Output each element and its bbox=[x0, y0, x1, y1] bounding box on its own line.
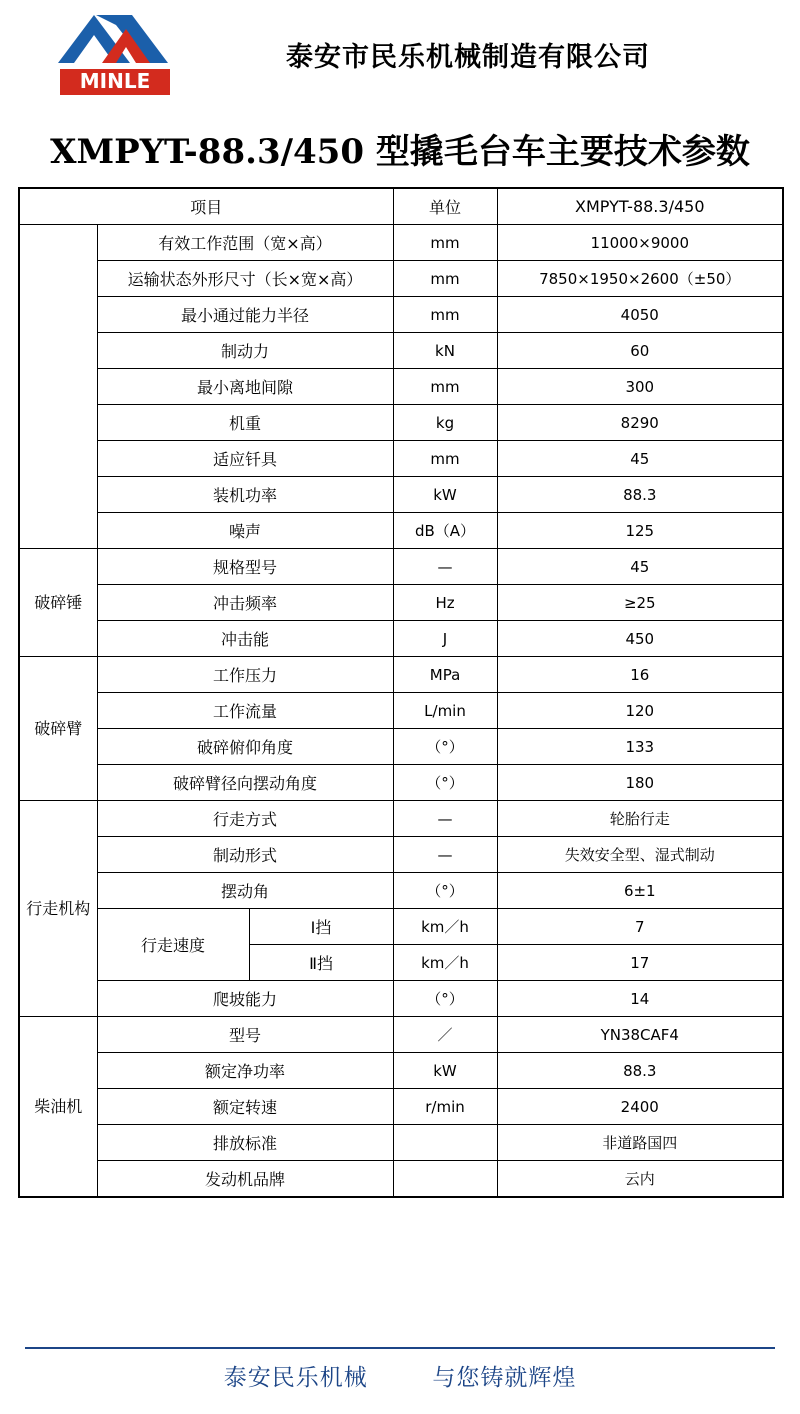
row-value: 轮胎行走 bbox=[497, 801, 783, 837]
table-row bbox=[19, 333, 783, 369]
table-row bbox=[19, 585, 783, 621]
table-row bbox=[19, 1125, 783, 1161]
group-label-hammer: 破碎锤 bbox=[19, 549, 97, 657]
footer-left-text: 泰安民乐机械 bbox=[223, 1365, 368, 1391]
col-header-unit: 单位 bbox=[393, 188, 497, 225]
row-unit: kN bbox=[393, 333, 497, 369]
row-value: 6±1 bbox=[497, 873, 783, 909]
table-row bbox=[19, 369, 783, 405]
row-value: 120 bbox=[497, 693, 783, 729]
row-item: 型号 bbox=[97, 1017, 393, 1053]
row-unit: — bbox=[393, 549, 497, 585]
row-value: YN38CAF4 bbox=[497, 1017, 783, 1053]
row-item: 噪声 bbox=[97, 513, 393, 549]
row-item: 爬坡能力 bbox=[97, 981, 393, 1017]
row-value: 失效安全型、湿式制动 bbox=[497, 837, 783, 873]
table-row bbox=[19, 981, 783, 1017]
row-unit: kW bbox=[393, 1053, 497, 1089]
footer-divider bbox=[25, 1347, 775, 1349]
row-unit: r/min bbox=[393, 1089, 497, 1125]
row-item: 破碎臂径向摆动角度 bbox=[97, 765, 393, 801]
row-item: 机重 bbox=[97, 405, 393, 441]
row-value: 17 bbox=[497, 945, 783, 981]
row-item: 发动机品牌 bbox=[97, 1161, 393, 1198]
table-row bbox=[19, 621, 783, 657]
row-unit: （°） bbox=[393, 873, 497, 909]
row-item: 冲击频率 bbox=[97, 585, 393, 621]
table-row bbox=[19, 657, 783, 693]
row-value: 88.3 bbox=[497, 477, 783, 513]
row-value: 7850×1950×2600（±50） bbox=[497, 261, 783, 297]
page-footer bbox=[0, 1347, 800, 1392]
row-value: ≥25 bbox=[497, 585, 783, 621]
row-value: 45 bbox=[497, 549, 783, 585]
table-row bbox=[19, 1053, 783, 1089]
row-value: 11000×9000 bbox=[497, 225, 783, 261]
table-row bbox=[19, 693, 783, 729]
row-unit: mm bbox=[393, 225, 497, 261]
row-item: 工作流量 bbox=[97, 693, 393, 729]
row-item-travel-speed: 行走速度 bbox=[97, 909, 249, 981]
row-unit bbox=[393, 1125, 497, 1161]
row-item: 制动力 bbox=[97, 333, 393, 369]
company-logo bbox=[50, 11, 180, 97]
row-value: 133 bbox=[497, 729, 783, 765]
row-unit: mm bbox=[393, 261, 497, 297]
spec-table-wrap bbox=[0, 187, 800, 1198]
row-unit: （°） bbox=[393, 765, 497, 801]
row-value: 14 bbox=[497, 981, 783, 1017]
table-row bbox=[19, 837, 783, 873]
company-name: 泰安市民乐机械制造有限公司 bbox=[286, 41, 650, 73]
row-unit: （°） bbox=[393, 729, 497, 765]
row-unit: dB（A） bbox=[393, 513, 497, 549]
row-value: 8290 bbox=[497, 405, 783, 441]
table-row bbox=[19, 405, 783, 441]
row-unit: mm bbox=[393, 369, 497, 405]
row-item: 额定净功率 bbox=[97, 1053, 393, 1089]
group-label-travel: 行走机构 bbox=[19, 801, 97, 1017]
table-row bbox=[19, 1089, 783, 1125]
table-row bbox=[19, 549, 783, 585]
row-item: 运输状态外形尺寸（长×宽×高） bbox=[97, 261, 393, 297]
footer-right-text: 与您铸就辉煌 bbox=[432, 1365, 577, 1391]
row-item: 摆动角 bbox=[97, 873, 393, 909]
row-subitem: Ⅰ挡 bbox=[249, 909, 393, 945]
row-value: 16 bbox=[497, 657, 783, 693]
row-item: 最小离地间隙 bbox=[97, 369, 393, 405]
col-header-item: 项目 bbox=[19, 188, 393, 225]
table-row bbox=[19, 873, 783, 909]
row-unit: km／h bbox=[393, 909, 497, 945]
spec-table bbox=[18, 187, 784, 1198]
svg-text:MINLE: MINLE bbox=[79, 69, 151, 93]
table-row bbox=[19, 297, 783, 333]
row-value: 60 bbox=[497, 333, 783, 369]
table-row bbox=[19, 261, 783, 297]
row-value: 7 bbox=[497, 909, 783, 945]
row-unit: kg bbox=[393, 405, 497, 441]
row-item: 制动形式 bbox=[97, 837, 393, 873]
row-value: 450 bbox=[497, 621, 783, 657]
table-row bbox=[19, 225, 783, 261]
table-row bbox=[19, 1161, 783, 1198]
row-item: 最小通过能力半径 bbox=[97, 297, 393, 333]
table-header-row bbox=[19, 188, 783, 225]
row-value: 300 bbox=[497, 369, 783, 405]
col-header-value: XMPYT-88.3/450 bbox=[497, 188, 783, 225]
row-unit: kW bbox=[393, 477, 497, 513]
table-row bbox=[19, 441, 783, 477]
table-row bbox=[19, 1017, 783, 1053]
row-item: 适应钎具 bbox=[97, 441, 393, 477]
group-label-arm: 破碎臂 bbox=[19, 657, 97, 801]
row-unit: J bbox=[393, 621, 497, 657]
row-item: 排放标准 bbox=[97, 1125, 393, 1161]
row-value: 180 bbox=[497, 765, 783, 801]
page-header bbox=[0, 0, 800, 108]
table-row bbox=[19, 909, 783, 945]
row-value: 云内 bbox=[497, 1161, 783, 1198]
row-unit: km／h bbox=[393, 945, 497, 981]
page-title: XMPYT-88.3/450 型撬毛台车主要技术参数 bbox=[50, 132, 750, 172]
row-value: 2400 bbox=[497, 1089, 783, 1125]
row-unit: mm bbox=[393, 441, 497, 477]
table-row bbox=[19, 477, 783, 513]
row-unit bbox=[393, 1161, 497, 1198]
row-value: 45 bbox=[497, 441, 783, 477]
row-value: 4050 bbox=[497, 297, 783, 333]
row-item: 冲击能 bbox=[97, 621, 393, 657]
group-label-diesel: 柴油机 bbox=[19, 1017, 97, 1198]
row-value: 非道路国四 bbox=[497, 1125, 783, 1161]
row-unit: mm bbox=[393, 297, 497, 333]
group-label-general bbox=[19, 225, 97, 549]
row-item: 装机功率 bbox=[97, 477, 393, 513]
row-item: 规格型号 bbox=[97, 549, 393, 585]
row-item: 额定转速 bbox=[97, 1089, 393, 1125]
table-row bbox=[19, 801, 783, 837]
row-subitem: Ⅱ挡 bbox=[249, 945, 393, 981]
row-unit: ／ bbox=[393, 1017, 497, 1053]
row-unit: （°） bbox=[393, 981, 497, 1017]
row-item: 行走方式 bbox=[97, 801, 393, 837]
row-value: 88.3 bbox=[497, 1053, 783, 1089]
row-unit: MPa bbox=[393, 657, 497, 693]
row-unit: L/min bbox=[393, 693, 497, 729]
row-item: 有效工作范围（宽×高） bbox=[97, 225, 393, 261]
row-item: 工作压力 bbox=[97, 657, 393, 693]
row-unit: — bbox=[393, 837, 497, 873]
table-row bbox=[19, 765, 783, 801]
row-unit: — bbox=[393, 801, 497, 837]
footer-text bbox=[0, 1359, 800, 1392]
table-row bbox=[19, 513, 783, 549]
row-value: 125 bbox=[497, 513, 783, 549]
table-row bbox=[19, 729, 783, 765]
row-unit: Hz bbox=[393, 585, 497, 621]
row-item: 破碎俯仰角度 bbox=[97, 729, 393, 765]
